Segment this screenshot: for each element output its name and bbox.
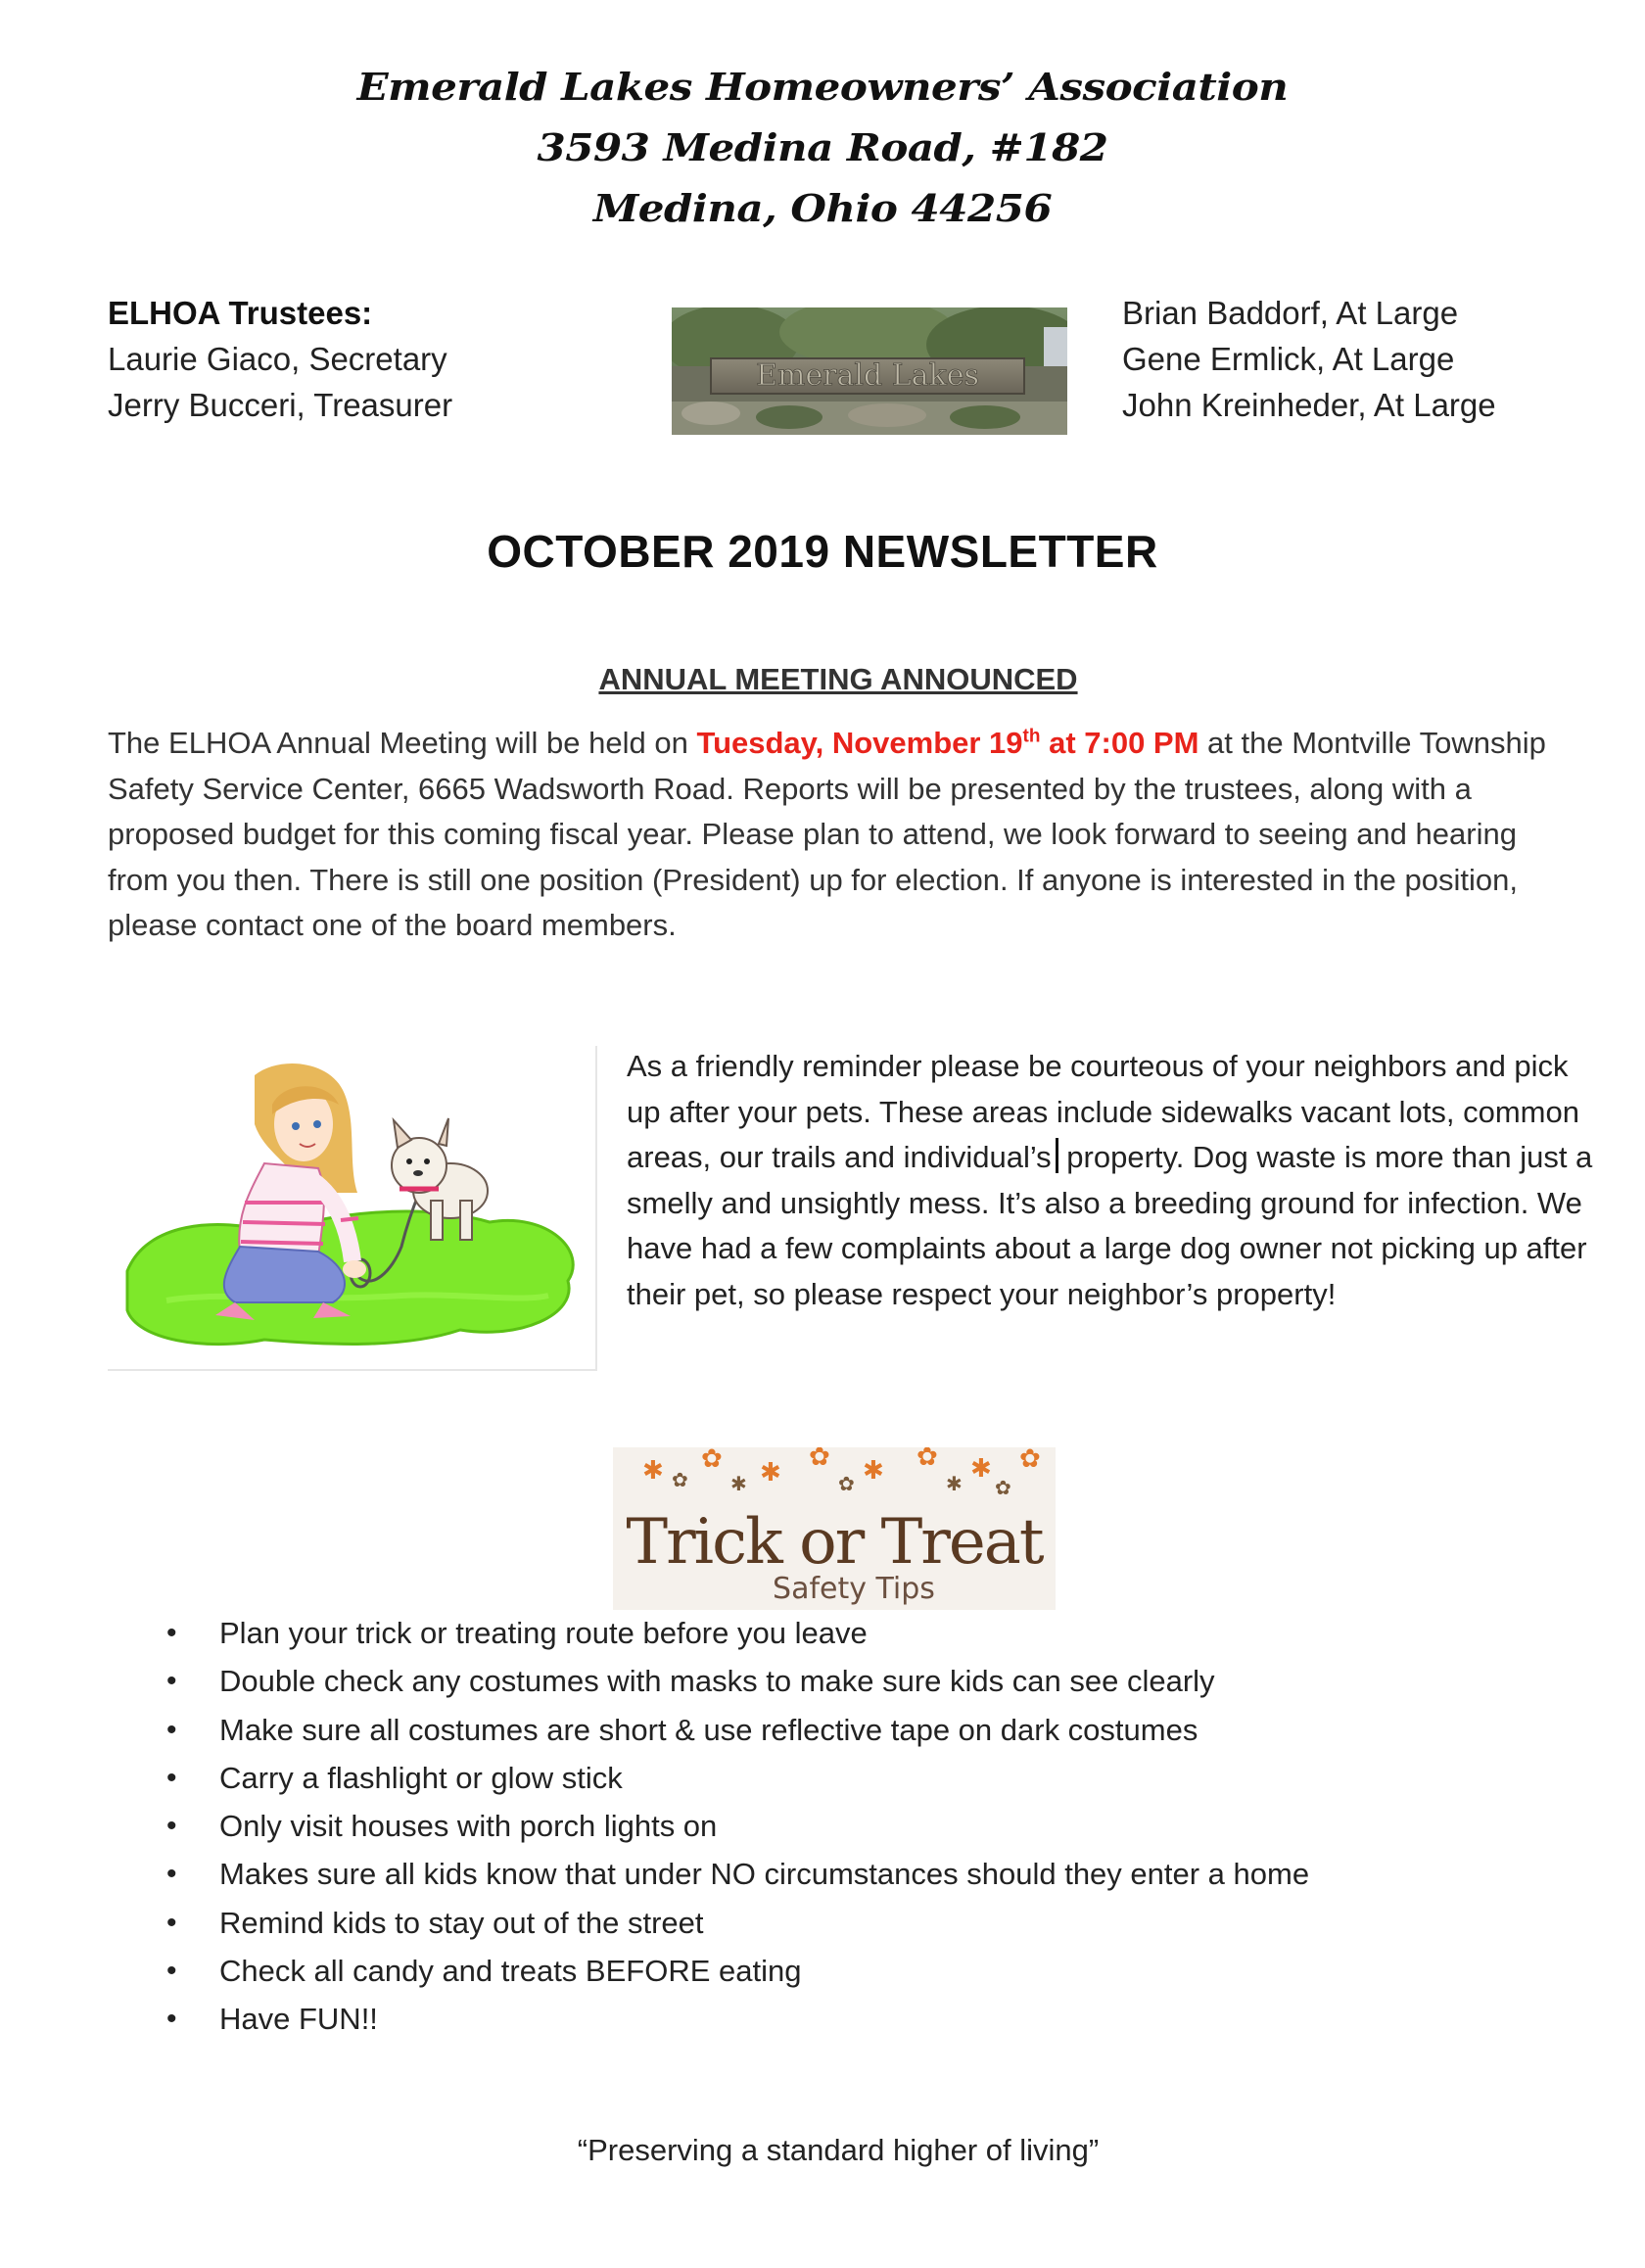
trick-or-treat-graphic (613, 1447, 1056, 1610)
tip-text: Double check any costumes with masks to make sure kids can see clearly (219, 1664, 1215, 1699)
emerald-lakes-sign-photo (672, 307, 1067, 435)
list-item (166, 1947, 1309, 1995)
tip-text: Makes sure all kids know that under NO circumstances should they enter a home (219, 1857, 1310, 1892)
list-item (166, 1609, 1309, 1657)
bullet-icon: • (166, 1761, 177, 1794)
svg-text:✿: ✿ (672, 1468, 688, 1491)
annual-meeting-paragraph (108, 721, 1576, 949)
svg-text:✿: ✿ (1019, 1447, 1041, 1474)
bullet-icon: • (166, 1955, 177, 1988)
meeting-date-suffix: th (1022, 726, 1041, 747)
svg-text:✱: ✱ (642, 1456, 664, 1486)
bullet-icon: • (166, 1810, 177, 1843)
svg-text:✿: ✿ (838, 1472, 855, 1495)
meeting-time: at 7:00 PM (1040, 726, 1199, 760)
pet-reminder-text-1: As a friendly reminder please be courteous of your neighbors and pick up after your pets. These areas include sidewalks vacant lots, common areas, our trails and individual’s (627, 1049, 1579, 1174)
pet-reminder-text-2: property. Dog waste is more than just a smelly and unsightly mess. It’s also a breeding ground for infection. We have had a few complaints about a large dog owner not picking up after their pet, so please respect your neighbor’s property! (627, 1140, 1593, 1311)
svg-text:✱: ✱ (730, 1472, 747, 1495)
woman-with-dog-illustration (108, 1046, 597, 1371)
tip-text: Have FUN!! (219, 2002, 378, 2037)
tip-text: Carry a flashlight or glow stick (219, 1760, 623, 1795)
tip-text: Make sure all costumes are short & use reflective tape on dark costumes (219, 1712, 1198, 1747)
list-item (166, 1899, 1309, 1947)
bullet-icon: • (166, 1713, 177, 1746)
pet-reminder-paragraph (627, 1044, 1596, 1317)
trustees-left-column (108, 290, 452, 428)
list-item (166, 1850, 1309, 1898)
tip-text: Remind kids to stay out of the street (219, 1905, 704, 1940)
sign-photo-illustration (672, 307, 1067, 435)
association-name: Emerald Lakes Homeowners’ Association (356, 65, 1289, 110)
banner-subtitle: Safety Tips (773, 1572, 935, 1606)
trustees-heading: ELHOA Trustees: (108, 295, 373, 331)
tip-text: Only visit houses with porch lights on (219, 1809, 718, 1844)
svg-text:✿: ✿ (809, 1447, 830, 1472)
svg-text:✿: ✿ (995, 1476, 1011, 1499)
sign-text: Emerald Lakes (756, 358, 979, 393)
association-motto: “Preserving a standard higher of living” (577, 2133, 1100, 2167)
newsletter-title: OCTOBER 2019 NEWSLETTER (487, 526, 1158, 577)
svg-text:✱: ✱ (970, 1454, 992, 1484)
dog-walking-clipart (108, 1046, 595, 1369)
letterhead (0, 57, 1645, 239)
tip-text: Check all candy and treats BEFORE eating (219, 1954, 802, 1989)
safety-tips-list (166, 1609, 1309, 2044)
trustee-at-large-3: John Kreinheder, At Large (1122, 387, 1496, 423)
trustee-treasurer: Jerry Bucceri, Treasurer (108, 387, 453, 423)
list-item (166, 1995, 1309, 2043)
meeting-date-text: Tuesday, November 19 (696, 726, 1023, 760)
list-item (166, 1706, 1309, 1754)
bullet-icon: • (166, 1858, 177, 1891)
bullet-icon: • (166, 2003, 177, 2036)
svg-text:✱: ✱ (863, 1456, 884, 1486)
list-item (166, 1754, 1309, 1802)
annual-meeting-heading: ANNUAL MEETING ANNOUNCED (598, 662, 1078, 696)
list-item (166, 1657, 1309, 1705)
bullet-icon: • (166, 1906, 177, 1939)
svg-text:✱: ✱ (946, 1472, 963, 1495)
banner-title: Trick or Treat (626, 1506, 1043, 1579)
street-address: 3593 Medina Road, #182 (537, 124, 1108, 170)
svg-text:✱: ✱ (760, 1458, 781, 1488)
bullet-icon: • (166, 1665, 177, 1698)
tip-text: Plan your trick or treating route before you leave (219, 1616, 868, 1650)
list-item (166, 1802, 1309, 1850)
svg-text:✿: ✿ (701, 1447, 723, 1474)
meeting-intro: The ELHOA Annual Meeting will be held on (108, 726, 697, 760)
trustee-at-large-1: Brian Baddorf, At Large (1122, 295, 1459, 331)
meeting-date-day (696, 726, 1198, 760)
trustees-right-column (1122, 290, 1496, 428)
city-state-zip: Medina, Ohio 44256 (592, 186, 1053, 231)
trustee-secretary: Laurie Giaco, Secretary (108, 341, 447, 377)
trustee-at-large-2: Gene Ermlick, At Large (1122, 341, 1455, 377)
trick-or-treat-banner (613, 1447, 1056, 1610)
meeting-body: at the Montville Township Safety Service Center, 6665 Wadsworth Road. Reports will be presented by the trustees, along with a proposed budget for this coming fiscal year. Please plan to attend, we look forward to seeing and hearing from you then. There is still one position (President) up for election. If anyone is interested in the position, please contact one of the board members. (108, 726, 1546, 942)
bullet-icon: • (166, 1617, 177, 1649)
svg-text:✿: ✿ (916, 1447, 938, 1472)
